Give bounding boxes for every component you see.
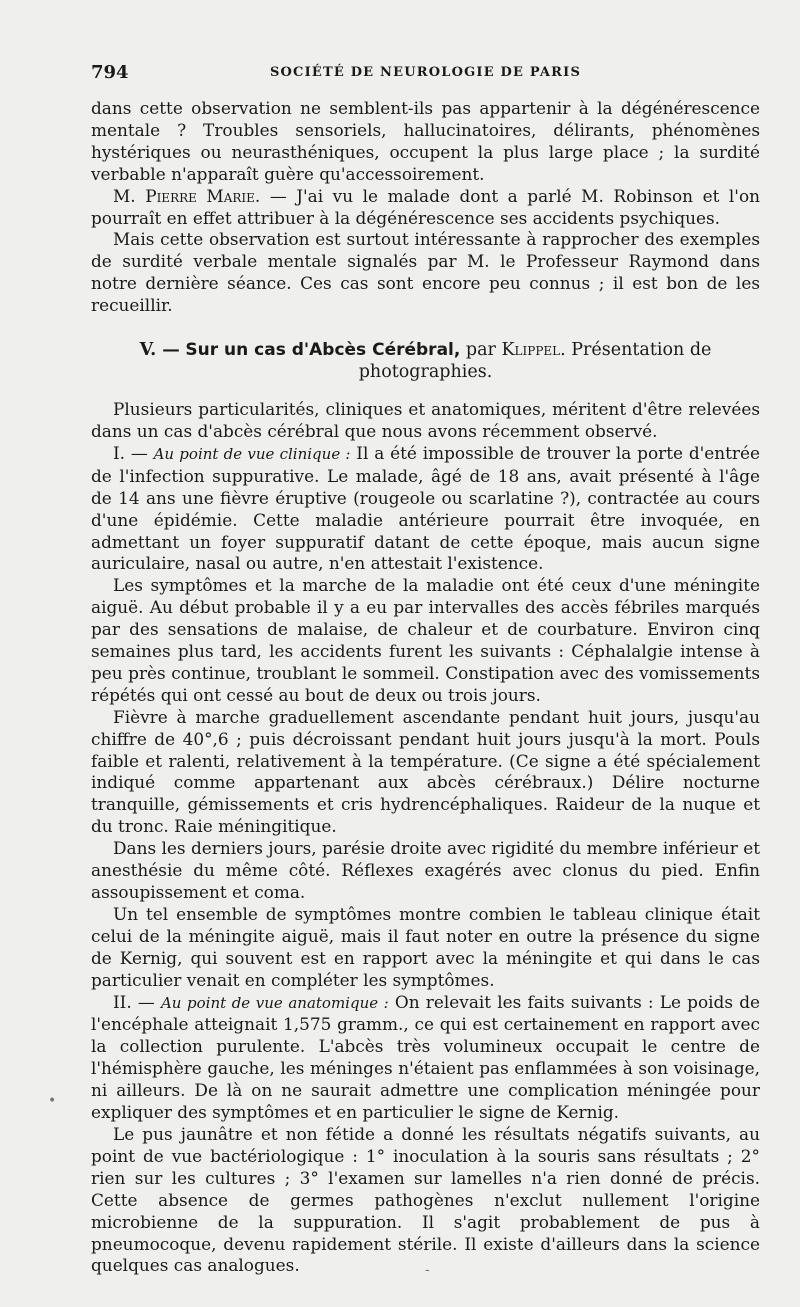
paragraph-italic-heading: Au point de vue clinique : [153, 444, 351, 463]
article-paragraph: Dans les derniers jours, parésie droite avec rigidité du membre inférieur et anesthésie du même côté. Réflexes exagérés avec clonus du pied. Enfin assoupissement et coma. [91, 838, 760, 902]
article-paragraph: Un tel ensemble de symptômes montre combien le tableau clinique était celui de la méningite aiguë, mais il faut noter en outre la présence du signe de Kernig, qui souvent est en rapport avec la méningite et qui dans le cas particulier venait en compléter les symptômes. [91, 903, 760, 990]
paragraph-label: II. — [113, 991, 161, 1012]
page-header [91, 56, 760, 92]
section-subtitle: . Présentation de photographies. [358, 340, 712, 383]
section-heading: Sur un cas d'Abcès Cérébral, [185, 340, 461, 361]
section-author: Klippel [501, 340, 561, 361]
running-title: SOCIÉTÉ DE NEUROLOGIE DE PARIS [269, 65, 582, 80]
section-number: V. — [139, 340, 180, 361]
discussion-paragraph: Mais cette observation est surtout intéressante à rapprocher des exemples de surdité verbale mentale signalés par M. le Professeur Raymond dans notre dernière séance. Ces cas sont encore peu connus ; il est bon de les recueillir. [91, 229, 760, 316]
speaker-name: M. Pierre Marie. [113, 185, 261, 206]
paragraph-text: Il a été impossible de trouver la porte d'entrée de l'infection suppurative. Le malade, âgé de 18 ans, avait présenté à l'âge de 14 ans une fièvre éruptive (rougeole ou scarlatine ?), contractée au cours d'une épidémie. Cette maladie antérieure pourrait être invoquée, en admettant un foyer suppuratif datant de cette époque, mais aucun signe auriculaire, nasal ou autre, n'en attestait l'existence. [91, 442, 760, 574]
article-paragraph: Plusieurs particularités, cliniques et anatomiques, méritent d'être relevées dans un cas d'abcès cérébral que nous avons récemment observé. [91, 399, 760, 441]
article-paragraph: Les symptômes et la marche de la maladie ont été ceux d'une méningite aiguë. Au début probable il y a eu par intervalles des accès fébriles marqués par des sensations de malaise, de chaleur et de courbature. Environ cinq semaines plus tard, les accidents furent les suivants : Céphalalgie intense à peu près continue, troublant le sommeil. Constipation avec des vomissements répétés qui ont cessé au bout de deux ou trois jours. [91, 575, 760, 705]
scan-speck: - [425, 1262, 430, 1278]
article-paragraph: Le pus jaunâtre et non fétide a donné les résultats négatifs suivants, au point de vue bactériologique : 1° inoculation à la souris sans résultats ; 2° rien sur les cultures ; 3° l'examen sur lamelles n'a rien donné de précis. Cette absence de germes pathogènes n'exclut nullement l'origine microbienne de la suppuration. Il s'agit probablement de pus à pneumocoque, devenu rapidement stérile. Il existe d'ailleurs dans la science quelques cas analogues. [91, 1123, 760, 1276]
section-author-prefix: par [460, 340, 502, 361]
paragraph-label: I. — [113, 442, 154, 463]
article-paragraph: Fièvre à marche graduellement ascendante pendant huit jours, jusqu'au chiffre de 40°,6 ; puis décroissant pendant huit jours jusqu'à la mort. Pouls faible et ralenti, relativement à la température. (Ce signe a été spécialement indiqué comme appartenant aux abcès cérébraux.) Délire nocturne tranquille, gémissements et cris hydrencéphaliques. Raideur de la nuque et du tronc. Raie méningitique. [91, 706, 760, 837]
speaker-text: — J'ai vu le malade dont a parlé M. Robinson et l'on pourraît en effet attribuer à la dégénérescence ses accidents psychiques. [91, 185, 760, 228]
page-body [91, 98, 760, 1277]
discussion-paragraph: dans cette observation ne semblent-ils pas appartenir à la dégénérescence mentale ? Troubles sensoriels, hallucinatoires, délirants, phénomènes hystériques ou neurasthéniques, occupent la plus large place ; la surdité verbable n'apparaît guère qu'accessoirement. [91, 98, 760, 184]
discussion-paragraph [91, 186, 760, 230]
paragraph-italic-heading: Au point de vue anatomique : [160, 993, 389, 1012]
paragraph-text: On relevait les faits suivants : Le poids de l'encéphale atteignait 1,575 gramm., ce qui est certainement en rapport avec la collection purulente. L'abcès très volumineux occupait le centre de l'hémisphère gauche, les méninges n'étaient pas enflammées à son voisinage, ni ailleurs. De là on ne saurait admettre une complication méningée pour expliquer des symptômes et en particulier le signe de Kernig. [91, 991, 760, 1123]
section-title [91, 339, 760, 383]
scan-speck: • [48, 1093, 57, 1109]
page-number: 794 [91, 62, 129, 83]
article-paragraph [91, 443, 760, 575]
article-paragraph [91, 992, 760, 1124]
